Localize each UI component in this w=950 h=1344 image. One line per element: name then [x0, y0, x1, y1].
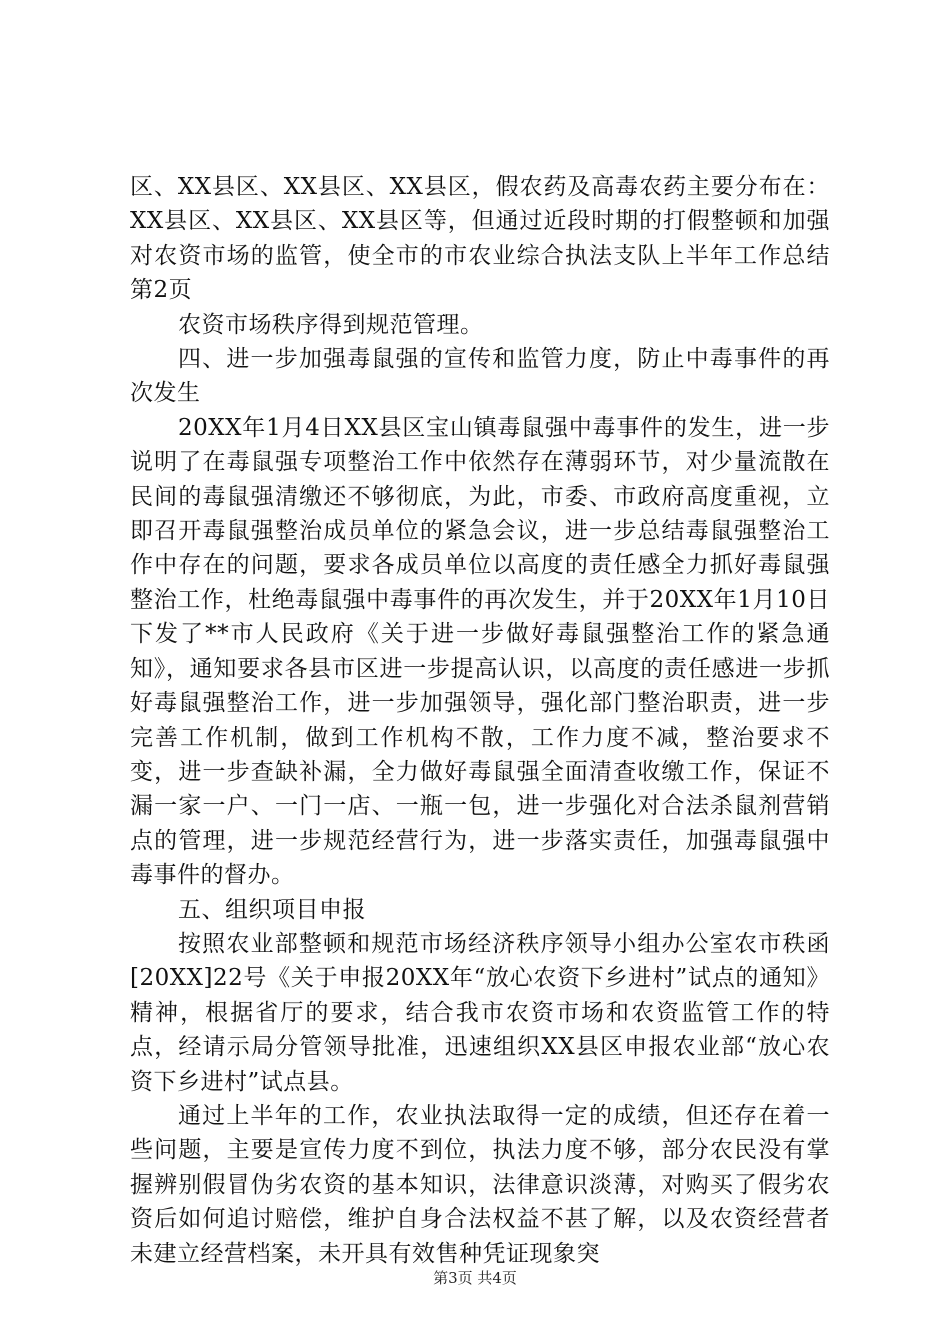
paragraph-project-application: 按照农业部整顿和规范市场经济秩序领导小组办公室农市秩函[20XX]22号《关于申报20XX年“放心农资下乡进村”试点的通知》精神，根据省厅的要求，结合我市农资市场和农资监管工作的特点，经请示局分管领导批准，迅速组织XX县区申报农业部“放心农资下乡进村”试点县。 — [130, 930, 830, 1095]
page-number: 第3页 共4页 — [433, 1269, 517, 1287]
paragraph-poison-incident: 20XX年1月4日XX县区宝山镇毒鼠强中毒事件的发生，进一步说明了在毒鼠强专项整治工作中依然存在薄弱环节，对少量流散在民间的毒鼠强清缴还不够彻底，为此，市委、市政府高度重视，立即召开毒鼠强整治成员单位的紧急会议，进一步总结毒鼠强整治工作中存在的问题，要求各成员单位以高度的责任感全力抓好毒鼠强整治工作，杜绝毒鼠强中毒事件的再次发生，并于20XX年1月10日下发了**市人民政府《关于进一步做好毒鼠强整治工作的紧急通知》，通知要求各县市区进一步提高认识，以高度的责任感进一步抓好毒鼠强整治工作，进一步加强领导，强化部门整治职责，进一步完善工作机制，做到工作机构不散，工作力度不减，整治要求不变，进一步查缺补漏，全力做好毒鼠强全面清查收缴工作，保证不漏一家一户、一门一店、一瓶一包，进一步强化对合法杀鼠剂营销点的管理，进一步规范经营行为，进一步落实责任，加强毒鼠强中毒事件的督办。 — [130, 414, 830, 889]
section-heading-four: 四、进一步加强毒鼠强的宣传和监管力度，防止中毒事件的再次发生 — [130, 346, 830, 407]
document-body — [130, 170, 830, 1271]
paragraph-problems: 通过上半年的工作，农业执法取得一定的成绩，但还存在着一些问题，主要是宣传力度不到位，执法力度不够，部分农民没有掌握辨别假冒伪劣农资的基本知识，法律意识淡薄，对购买了假劣农资后如何追讨赔偿，维护自身合法权益不甚了解，以及农资经营者未建立经营档案，未开具有效售种凭证现象突 — [130, 1102, 830, 1267]
paragraph-market-order: 农资市场秩序得到规范管理。 — [178, 311, 484, 338]
paragraph-continuation: 区、XX县区、XX县区、XX县区，假农药及高毒农药主要分布在：XX县区、XX县区、XX县区等，但通过近段时期的打假整顿和加强对农资市场的监管，使全市的市农业综合执法支队上半年工作总结第2页 — [130, 174, 830, 304]
section-heading-five: 五、组织项目申报 — [178, 896, 366, 923]
